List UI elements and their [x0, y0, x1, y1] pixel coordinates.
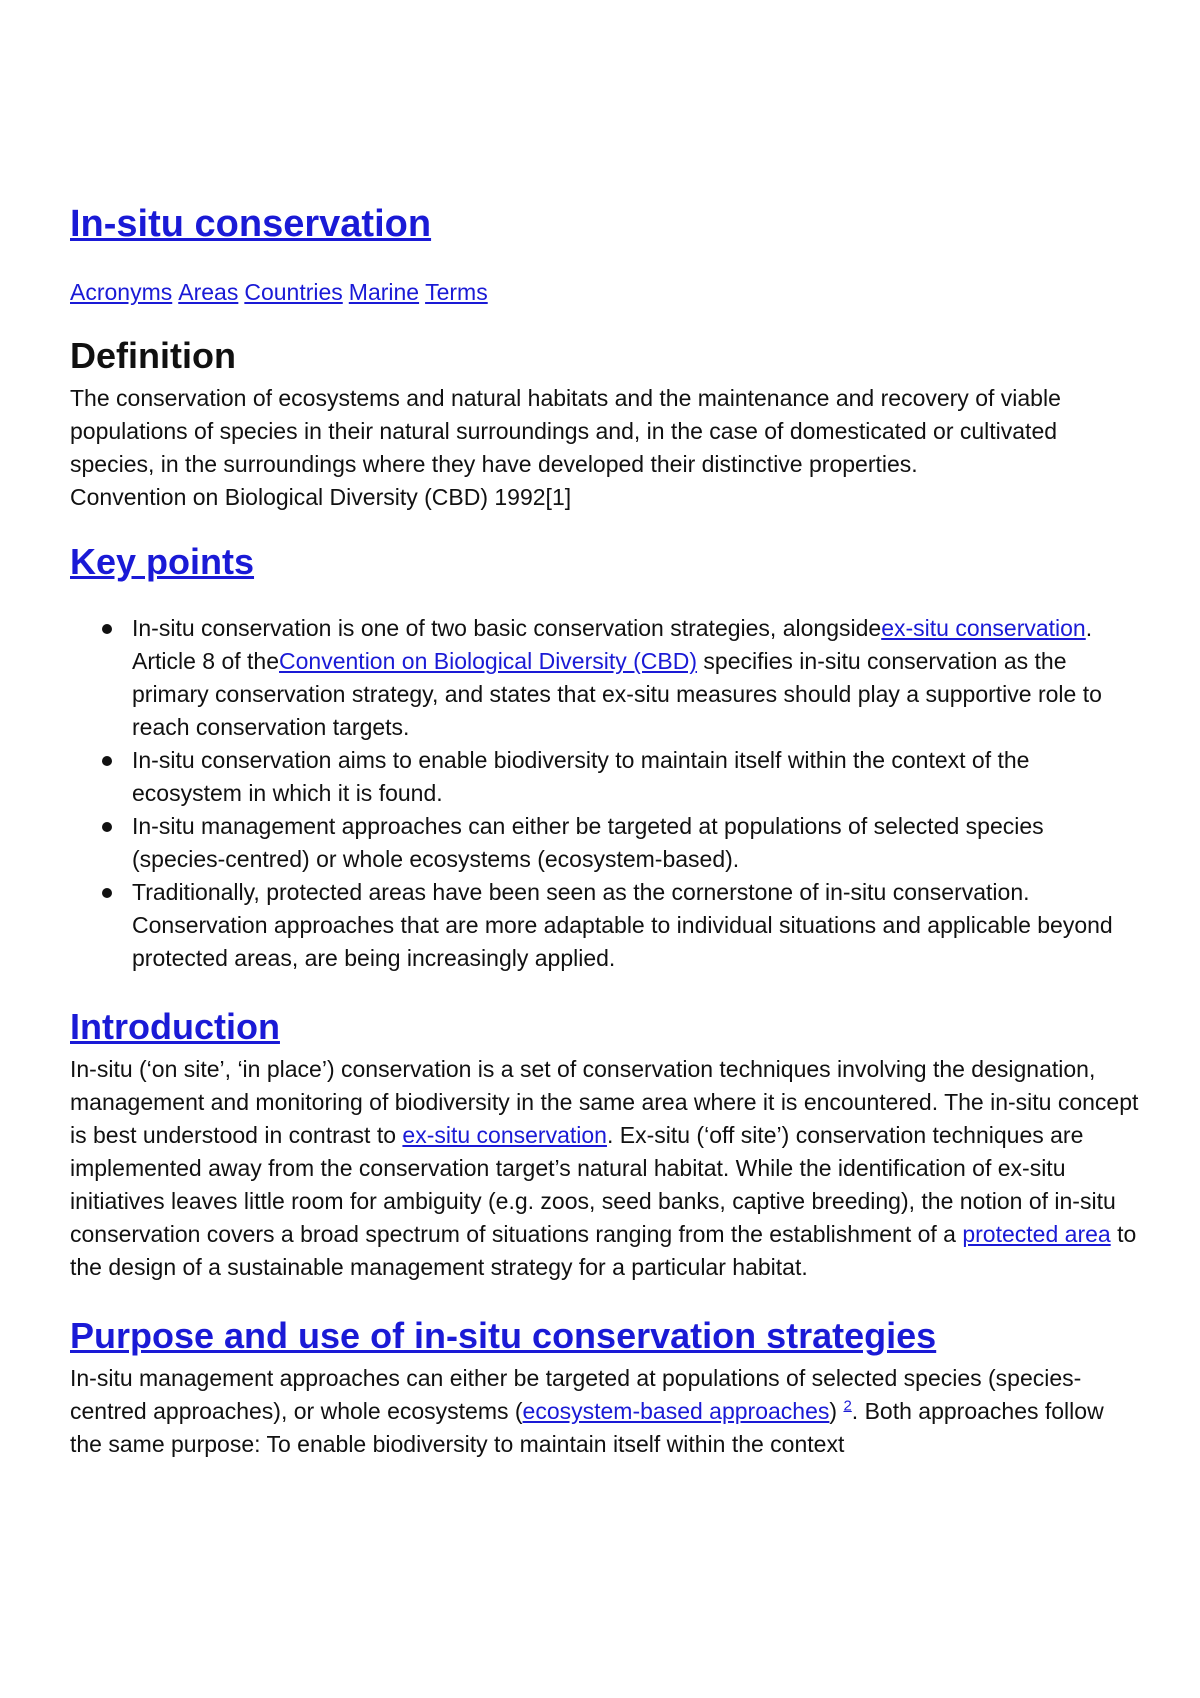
reference-2-link[interactable]: 2 [843, 1397, 852, 1415]
page-title [70, 198, 1140, 250]
purpose-heading-link[interactable]: Purpose and use of in-situ conservation strategies [70, 1315, 937, 1356]
nav-link-marine[interactable]: Marine [348, 279, 420, 305]
purpose-heading [70, 1310, 1140, 1362]
purpose-text-a: In-situ management approaches can either be targeted at populations of selected species (species-centred approaches), or whole ecosystems ( [70, 1365, 1082, 1424]
page-title-link[interactable]: In-situ conservation [70, 203, 432, 245]
list-item: In-situ management approaches can either be targeted at populations of selected species (species-centred) or whole ecosystems (ecosystem-based). [132, 810, 1140, 876]
introduction-text-c: to the design of a sustainable management strategy for a particular habitat. [70, 1221, 1137, 1280]
key-point-1-text-c: specifies in-situ conservation as the primary conservation strategy, and states that ex-situ measures should play a supportive role to reach conservation targets. [132, 648, 1102, 740]
list-item: Traditionally, protected areas have been seen as the cornerstone of in-situ conservation. Conservation approaches that are more adaptable to individual situations and applicable beyond protected areas, are being increasingly applied. [132, 876, 1140, 975]
cbd-link[interactable]: Convention on Biological Diversity (CBD) [279, 648, 698, 674]
definition-heading: Definition [70, 335, 236, 376]
ex-situ-conservation-link[interactable]: ex-situ conservation [881, 615, 1086, 641]
list-item [132, 612, 1140, 744]
key-point-1-text-a: In-situ conservation is one of two basic conservation strategies, alongside [132, 615, 882, 641]
nav-link-areas[interactable]: Areas [178, 279, 239, 305]
protected-area-link[interactable]: protected area [962, 1221, 1111, 1247]
purpose-text-b: ) [829, 1398, 844, 1424]
purpose-text [70, 1362, 1140, 1461]
nav-link-countries[interactable]: Countries [244, 279, 343, 305]
introduction-heading-link[interactable]: Introduction [70, 1006, 280, 1047]
definition-text: The conservation of ecosystems and natural habitats and the maintenance and recovery of viable populations of species in their natural surroundings and, in the case of domesticated or cultivated species, in the surroundings where they have developed their distinctive properties. [70, 385, 1061, 477]
nav-link-acronyms[interactable]: Acronyms [70, 279, 173, 305]
introduction-text [70, 1053, 1140, 1284]
key-points-list [70, 612, 1140, 975]
ecosystem-based-approaches-link[interactable]: ecosystem-based approaches [522, 1398, 830, 1424]
introduction-heading [70, 1001, 1140, 1053]
introduction-text-a: In-situ (‘on site’, ‘in place’) conservation is a set of conservation techniques involving the designation, management and monitoring of biodiversity in the same area where it is encountered. The in-situ concept is best understood in contrast to [70, 1056, 1139, 1148]
intro-ex-situ-link[interactable]: ex-situ conservation [402, 1122, 607, 1148]
introduction-text-b: . Ex-situ (‘off site’) conservation techniques are implemented away from the conservation target’s natural habitat. While the identification of ex-situ initiatives leaves little room for ambiguity (e.g. zoos, seed banks, captive breeding), the notion of in-situ conservation covers a broad spectrum of situations ranging from the establishment of a [70, 1122, 1116, 1247]
key-point-1-text-b: . Article 8 of the [132, 615, 1093, 674]
list-item: In-situ conservation aims to enable biodiversity to maintain itself within the context of the ecosystem in which it is found. [132, 744, 1140, 810]
purpose-text-c: . Both approaches follow the same purpose: To enable biodiversity to maintain itself within the context [70, 1398, 1104, 1457]
category-nav [70, 276, 1140, 308]
nav-link-terms[interactable]: Terms [425, 279, 488, 305]
definition-source: Convention on Biological Diversity (CBD) 1992[1] [70, 484, 572, 510]
key-points-heading [70, 536, 1140, 588]
key-points-heading-link[interactable]: Key points [70, 541, 255, 582]
